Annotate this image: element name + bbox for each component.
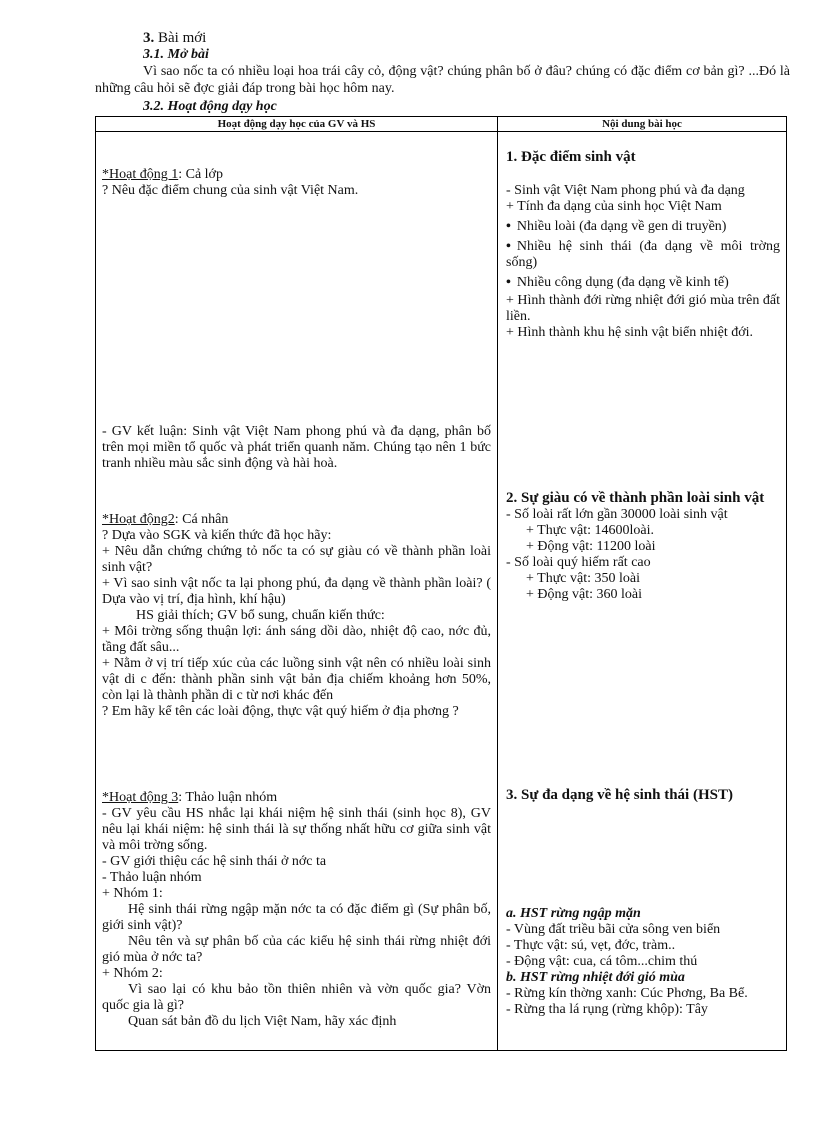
activity-2-mode: : Cá nhân — [174, 512, 229, 527]
lesson-table — [95, 116, 787, 1051]
activity-3-mode: : Thảo luận nhóm — [178, 790, 278, 805]
activity-1-question: ? Nêu đặc điểm chung của sinh vật Việt Nam. — [102, 183, 359, 198]
activity-1-conclusion: - GV kết luận: Sinh vật Việt Nam phong phú và đa dạng, phân bố trên mọi miền tổ quốc và phát triển quanh năm. Chúng tạo nên 1 bức tranh nhiều màu sắc sinh động và hài hoà. — [102, 424, 491, 471]
activity-3 — [102, 790, 491, 1030]
content-heading-2: 2. Sự giàu có về thành phần loài sinh vật — [506, 490, 765, 506]
content-line: + Tính đa dạng của sinh học Việt Nam — [506, 199, 722, 214]
col-header-content: Nội dung bài học — [498, 117, 787, 132]
activity-1-label: *Hoạt động 1 — [102, 167, 179, 182]
content-subline: + Động vật: 360 loài — [526, 587, 642, 602]
content-heading-1: 1. Đặc điểm sinh vật — [506, 149, 636, 165]
content-line: - Động vật: cua, cá tôm...chim thú — [506, 954, 698, 969]
content-line: - Thực vật: sú, vẹt, đớc, tràm.. — [506, 938, 676, 953]
activity-3-line: + Nhóm 1: — [102, 886, 163, 901]
content-section-3 — [506, 787, 780, 804]
content-line: - Số loài rất lớn gần 30000 loài sinh vật — [506, 507, 728, 522]
activity-3-line: Nêu tên và sự phân bố của các kiểu hệ sinh thái rừng nhiệt đới gió mùa ở nớc ta? — [102, 934, 491, 965]
activity-2-line: + Môi trờng sống thuận lợi: ánh sáng dồi dào, nhiệt độ cao, nớc đủ, tầng đất sâu... — [102, 624, 491, 655]
content-subline: + Thực vật: 14600loài. — [526, 523, 654, 538]
activity-2-line: HS giải thích; GV bổ sung, chuẩn kiến thức: — [136, 608, 385, 623]
activity-3-line: - GV yêu cầu HS nhắc lại khái niệm hệ sinh thái (sinh học 8), GV nêu lại khái niệm: hệ sinh thái là sự thống nhất hữu cơ giữa sinh vật và môi trờng sống. — [102, 806, 491, 853]
activity-2 — [102, 512, 491, 720]
content-line: - Sinh vật Việt Nam phong phú và đa dạng — [506, 183, 745, 198]
activity-1-mode: : Cả lớp — [178, 167, 223, 182]
content-line: - Số loài quý hiếm rất cao — [506, 555, 651, 570]
activity-3-line: Vì sao lại có khu bảo tồn thiên nhiên và vờn quốc gia? Vờn quốc gia là gì? — [102, 982, 491, 1013]
activity-2-line: + Vì sao sinh vật nốc ta lại phong phú, đa dạng về thành phần loài? ( Dựa vào vị trí, địa hình, khí hậu) — [102, 576, 491, 607]
activity-3-label: *Hoạt động 3 — [102, 790, 179, 805]
activity-3-line: - GV giới thiệu các hệ sinh thái ở nớc ta — [102, 854, 327, 869]
content-section-3-details — [506, 906, 780, 1018]
activity-3-line: Quan sát bản đồ du lịch Việt Nam, hãy xác định — [128, 1014, 397, 1029]
content-line: - Rừng tha lá rụng (rừng khộp): Tây — [506, 1002, 708, 1017]
activity-2-line: + Nêu dẫn chứng chứng tỏ nốc ta có sự giàu có về thành phần loài sinh vật? — [102, 544, 491, 575]
activity-3-line: + Nhóm 2: — [102, 966, 163, 981]
activity-2-line: ? Em hãy kể tên các loài động, thực vật quý hiếm ở địa phơng ? — [102, 704, 459, 719]
content-cell — [498, 132, 787, 1051]
col-header-activities: Hoạt động dạy học của GV và HS — [96, 117, 498, 132]
content-sub-heading-a: a. HST rừng ngập mặn — [506, 906, 641, 921]
section-title: Bài mới — [158, 30, 207, 46]
activities-cell — [96, 132, 498, 1051]
content-subline: + Động vật: 11200 loài — [526, 539, 656, 554]
subsection-intro-title: 3.1. Mở bài — [143, 47, 209, 62]
content-line: - Vùng đất triều bãi cửa sông ven biển — [506, 922, 721, 937]
section-heading — [143, 30, 206, 47]
activity-2-line: ? Dựa vào SGK và kiến thức đã học hãy: — [102, 528, 332, 543]
activity-3-line: Hệ sinh thái rừng ngập mặn nớc ta có đặc điểm gì (Sự phân bố, giới sinh vật)? — [102, 902, 491, 933]
content-bullet: • Nhiều công dụng (đa dạng về kinh tế) — [506, 275, 780, 291]
content-sub-heading-b: b. HST rừng nhiệt đới gió mùa — [506, 970, 685, 985]
section-number: 3. — [143, 30, 155, 46]
table-header-row — [96, 117, 787, 132]
content-bullet: • Nhiều loài (đa dạng về gen di truyền) — [506, 219, 780, 235]
table-body-row — [96, 132, 787, 1051]
subsection-activities-title: 3.2. Hoạt động dạy học — [143, 99, 277, 114]
content-bullet: • Nhiều hệ sinh thái (đa dạng về môi trờng sống) — [506, 239, 780, 271]
content-subline: + Thực vật: 350 loài — [526, 571, 640, 586]
content-line: + Hình thành khu hệ sinh vật biển nhiệt đới. — [506, 325, 754, 340]
content-line: + Hình thành đới rừng nhiệt đới gió mùa trên đất liền. — [506, 293, 780, 324]
intro-paragraph: Vì sao nốc ta có nhiều loại hoa trái cây cỏ, động vật? chúng phân bố ở đâu? chúng có đặc điểm cơ bản gì? ...Đó là những câu hỏi sẽ đợc giải đáp trong bài học hôm nay. — [95, 64, 790, 96]
content-line: - Rừng kín thờng xanh: Cúc Phơng, Ba Bể. — [506, 986, 748, 1001]
activity-3-line: - Thảo luận nhóm — [102, 870, 202, 885]
activity-1 — [102, 167, 491, 199]
activity-2-line: + Nằm ở vị trí tiếp xúc của các luồng sinh vật nên có nhiều loài sinh vật di c đến: thành phần sinh vật bản địa chiếm khoảng hơn 50%, còn lại là thành phần di c từ nơi khác đến — [102, 656, 491, 703]
content-section-1 — [506, 149, 780, 341]
activity-2-label: *Hoạt động2 — [102, 512, 175, 527]
content-heading-3: 3. Sự đa dạng về hệ sinh thái (HST) — [506, 787, 733, 803]
content-section-2 — [506, 490, 780, 603]
